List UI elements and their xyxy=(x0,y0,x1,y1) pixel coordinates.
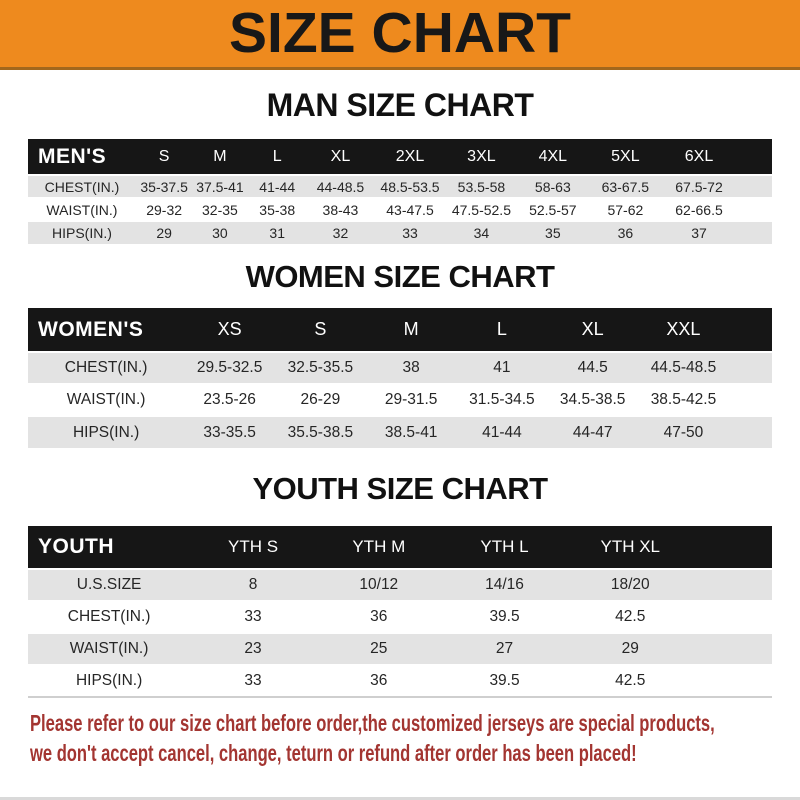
row-spacer xyxy=(693,665,772,697)
size-value: 41-44 xyxy=(259,178,296,195)
table-group-label: WOMEN'S xyxy=(38,317,144,341)
column-header: L xyxy=(272,147,282,165)
size-value: 38.5-41 xyxy=(384,423,438,441)
column-header: YTH S xyxy=(228,537,279,557)
header-row xyxy=(28,139,772,175)
table-row xyxy=(28,416,772,448)
size-value: 8 xyxy=(248,576,258,594)
header-spacer xyxy=(693,526,772,569)
size-value: 34 xyxy=(473,225,490,242)
row-label: HIPS(IN.) xyxy=(51,225,112,242)
size-value: 26-29 xyxy=(300,391,341,409)
row-spacer xyxy=(729,352,772,384)
size-value: 33 xyxy=(402,225,418,242)
header-spacer xyxy=(729,308,772,352)
column-header: M xyxy=(213,147,227,165)
row-spacer xyxy=(693,569,772,601)
size-value: 30 xyxy=(212,225,228,242)
size-value: 41 xyxy=(493,359,511,377)
size-value: 37.5-41 xyxy=(196,178,244,195)
row-label: WAIST(IN.) xyxy=(69,640,149,658)
size-value: 48.5-53.5 xyxy=(380,178,440,195)
row-label: CHEST(IN.) xyxy=(44,178,120,195)
size-table xyxy=(28,308,772,448)
size-value: 29.5-32.5 xyxy=(196,359,263,377)
table-row xyxy=(28,665,772,697)
section-women xyxy=(0,260,800,448)
row-label: WAIST(IN.) xyxy=(46,201,118,218)
size-value: 25 xyxy=(370,640,388,658)
column-header: XS xyxy=(217,319,242,340)
column-header: YTH XL xyxy=(600,537,661,557)
table-row xyxy=(28,384,772,416)
size-value: 58-63 xyxy=(534,178,571,195)
size-value: 29-32 xyxy=(146,201,183,218)
size-value: 31 xyxy=(269,225,285,242)
table-row xyxy=(28,198,772,221)
size-value: 42.5 xyxy=(615,608,646,626)
row-spacer xyxy=(729,384,772,416)
column-header: XL xyxy=(581,319,604,340)
size-value: 31.5-34.5 xyxy=(469,391,535,409)
table-row xyxy=(28,601,772,633)
size-value: 44-47 xyxy=(572,423,613,441)
size-value: 33 xyxy=(244,608,262,626)
size-value: 29 xyxy=(156,225,172,242)
column-header: 4XL xyxy=(538,147,568,165)
banner-title: SIZE CHART xyxy=(229,1,571,65)
size-value: 33-35.5 xyxy=(203,423,256,441)
size-value: 57-62 xyxy=(607,201,644,218)
footer-note xyxy=(30,708,800,768)
size-value: 41-44 xyxy=(482,423,522,441)
size-value: 27 xyxy=(495,640,514,658)
size-table xyxy=(28,139,772,244)
row-label: U.S.SIZE xyxy=(76,576,142,594)
size-value: 34.5-38.5 xyxy=(559,391,626,409)
row-spacer xyxy=(729,416,772,448)
column-header: M xyxy=(403,319,419,340)
section-men xyxy=(0,88,800,244)
row-label: WAIST(IN.) xyxy=(66,391,146,409)
size-value: 35 xyxy=(545,225,561,242)
size-value: 44-48.5 xyxy=(316,178,365,195)
size-value: 35.5-38.5 xyxy=(287,423,354,441)
size-value: 53.5-58 xyxy=(457,178,506,195)
table-group-label: YOUTH xyxy=(38,535,114,559)
table-row xyxy=(28,569,772,601)
column-header: XXL xyxy=(666,319,701,340)
size-value: 36 xyxy=(617,225,634,242)
size-charts xyxy=(0,88,800,698)
size-value: 14/16 xyxy=(485,576,524,594)
column-header: 6XL xyxy=(684,147,714,165)
size-value: 52.5-57 xyxy=(529,201,577,218)
row-spacer xyxy=(693,601,772,633)
table-row xyxy=(28,633,772,665)
size-value: 36 xyxy=(370,672,388,690)
row-label: HIPS(IN.) xyxy=(75,672,143,690)
size-value: 35-38 xyxy=(259,201,296,218)
table-row xyxy=(28,221,772,244)
size-value: 67.5-72 xyxy=(675,178,723,195)
section-title: YOUTH SIZE CHART xyxy=(252,471,548,507)
size-table xyxy=(28,526,772,698)
header-row xyxy=(28,308,772,352)
column-header: YTH M xyxy=(352,537,406,557)
size-value: 35-37.5 xyxy=(140,178,188,195)
size-value: 23.5-26 xyxy=(203,391,256,409)
row-spacer xyxy=(736,221,772,244)
size-value: 32 xyxy=(332,225,349,242)
size-value: 63-67.5 xyxy=(601,178,650,195)
footer-line-1: Please refer to our size chart before order,the customized jerseys are special products, xyxy=(30,710,715,737)
row-label: CHEST(IN.) xyxy=(67,608,151,626)
size-value: 32.5-35.5 xyxy=(287,359,354,377)
size-value: 39.5 xyxy=(489,672,520,690)
size-value: 23 xyxy=(244,640,262,658)
size-value: 44.5-48.5 xyxy=(650,359,717,377)
row-label: CHEST(IN.) xyxy=(64,359,148,377)
size-value: 36 xyxy=(370,608,388,626)
size-value: 38 xyxy=(402,359,420,377)
row-spacer xyxy=(693,633,772,665)
section-title: MAN SIZE CHART xyxy=(266,87,534,123)
header-spacer xyxy=(736,139,772,175)
size-value: 33 xyxy=(244,672,262,690)
size-value: 38.5-42.5 xyxy=(650,391,717,409)
banner xyxy=(0,0,800,70)
size-value: 39.5 xyxy=(489,608,520,626)
row-spacer xyxy=(736,198,772,221)
size-value: 37 xyxy=(691,225,707,242)
column-header: YTH L xyxy=(480,537,529,557)
size-value: 44.5 xyxy=(577,359,608,377)
section-youth xyxy=(0,472,800,698)
table-group-label: MEN'S xyxy=(38,144,107,168)
size-value: 62-66.5 xyxy=(675,201,723,218)
size-value: 47.5-52.5 xyxy=(451,201,511,218)
column-header: 5XL xyxy=(611,147,640,165)
size-value: 43-47.5 xyxy=(386,201,434,218)
size-value: 38-43 xyxy=(322,201,359,218)
column-header: L xyxy=(496,319,507,340)
column-header: XL xyxy=(330,147,351,165)
size-value: 10/12 xyxy=(359,576,399,594)
header-row xyxy=(28,526,772,569)
column-header: 2XL xyxy=(395,147,425,165)
column-header: 3XL xyxy=(467,147,496,165)
section-title: WOMEN SIZE CHART xyxy=(245,259,555,295)
footer-line-2: we don't accept cancel, change, teturn or refund after order has been placed! xyxy=(30,740,637,767)
size-value: 18/20 xyxy=(610,576,650,594)
row-label: HIPS(IN.) xyxy=(72,423,140,441)
row-spacer xyxy=(736,175,772,198)
table-row xyxy=(28,175,772,198)
size-value: 29 xyxy=(621,640,639,658)
column-header: S xyxy=(314,319,327,340)
size-value: 47-50 xyxy=(663,423,704,441)
size-value: 29-31.5 xyxy=(384,391,438,409)
size-value: 32-35 xyxy=(202,201,238,218)
table-row xyxy=(28,352,772,384)
column-header: S xyxy=(158,147,170,165)
size-value: 42.5 xyxy=(615,672,646,690)
